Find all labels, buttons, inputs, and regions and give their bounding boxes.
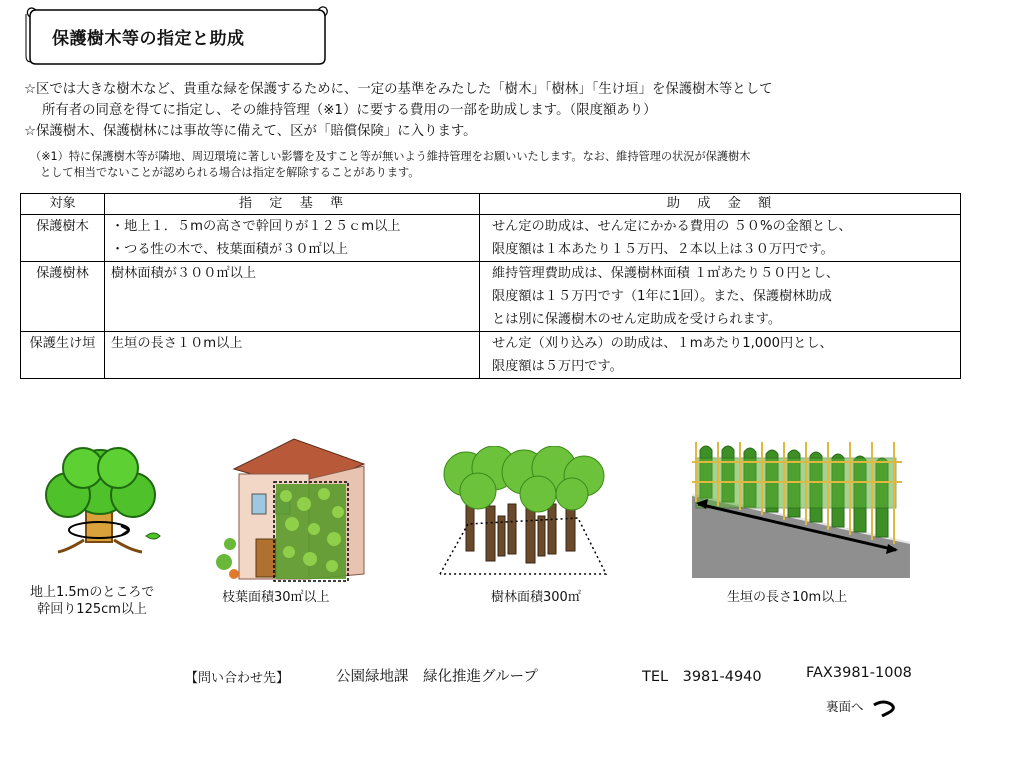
intro-line: ☆区では大きな樹木など、貴重な緑を保護するために、一定の基準をみたした「樹木」「樹林」「生け垣」を保護樹木等として	[24, 82, 773, 97]
page-title: 保護樹木等の指定と助成	[52, 29, 245, 49]
contact-label: 【問い合わせ先】	[185, 671, 290, 686]
subsidy-line: 維持管理費助成は、保護樹林面積 １㎡あたり５０円とし、	[492, 266, 840, 281]
caption-line: 幹回り125cm以上	[37, 602, 147, 617]
contact-tel: TEL 3981-4940	[642, 669, 762, 685]
row-target: 保護生け垣	[21, 332, 105, 379]
subsidy-line: 限度額は１５万円です（1年に1回）。また、保護樹林助成	[492, 289, 832, 304]
header-subsidy: 助 成 金 額	[480, 194, 961, 215]
large-tree-illustration	[38, 440, 168, 568]
row-target: 保護樹木	[21, 215, 105, 262]
intro-text	[24, 79, 772, 142]
footnote-line: として相当でないことが認められる場合は指定を解除することがあります。	[40, 166, 420, 179]
row-target: 保護樹林	[21, 262, 105, 332]
subsidy-line: せん定（刈り込み）の助成は、１mあたり1,000円とし、	[492, 336, 833, 351]
subsidy-line: とは別に保護樹木のせん定助成を受けられます。	[492, 312, 782, 327]
title-banner	[22, 4, 322, 64]
forest-caption: 樹林面積300㎡	[491, 590, 581, 605]
criteria-line: ・地上１．５mの高さで幹回りが１２５ｃm以上	[111, 219, 401, 234]
row-criteria	[105, 262, 480, 332]
vine-house-illustration	[214, 434, 374, 584]
hedge-illustration	[692, 432, 910, 578]
turn-page-arrow-icon	[872, 699, 898, 717]
row-criteria	[105, 215, 480, 262]
hedge-caption: 生垣の長さ10m以上	[727, 590, 848, 605]
caption-line: 地上1.5mのところで	[30, 585, 155, 600]
tree-caption	[30, 584, 154, 618]
intro-line: 所有者の同意を得てに指定し、その維持管理（※1）に要する費用の一部を助成します。（限度額あり）	[42, 103, 657, 118]
footnote	[30, 149, 750, 181]
back-page-note	[826, 697, 898, 717]
row-subsidy	[480, 215, 961, 262]
house-caption: 枝葉面積30㎡以上	[222, 590, 330, 605]
table-header-row	[21, 194, 961, 215]
footnote-line: （※1）特に保護樹木等が隣地、周辺環境に著しい影響を及すこと等が無いよう維持管理をお願いいたします。なお、維持管理の状況が保護樹木	[30, 150, 751, 163]
back-page-label: 裏面へ	[826, 699, 864, 714]
row-subsidy	[480, 262, 961, 332]
row-subsidy	[480, 332, 961, 379]
table-row	[21, 262, 961, 332]
contact-fax: FAX3981-1008	[806, 665, 912, 681]
table-row	[21, 215, 961, 262]
criteria-line: 生垣の長さ１０m以上	[111, 336, 243, 351]
subsidy-line: 限度額は５万円です。	[492, 359, 623, 374]
contact-department: 公園緑地課 緑化推進グループ	[336, 669, 538, 685]
header-target: 対象	[21, 194, 105, 215]
criteria-line: 樹林面積が３００㎡以上	[111, 266, 257, 281]
table-row	[21, 332, 961, 379]
criteria-table	[20, 193, 961, 379]
subsidy-line: 限度額は１本あたり１５万円、２本以上は３０万円です。	[492, 242, 834, 257]
row-criteria	[105, 332, 480, 379]
subsidy-line: せん定の助成は、せん定にかかる費用の ５０%の金額とし、	[492, 219, 852, 234]
header-criteria: 指 定 基 準	[105, 194, 480, 215]
intro-line: ☆保護樹木、保護樹林には事故等に備えて、区が「賠償保険」に入ります。	[24, 124, 477, 139]
criteria-line: ・つる性の木で、枝葉面積が３０㎡以上	[111, 242, 349, 257]
forest-illustration	[438, 446, 610, 578]
